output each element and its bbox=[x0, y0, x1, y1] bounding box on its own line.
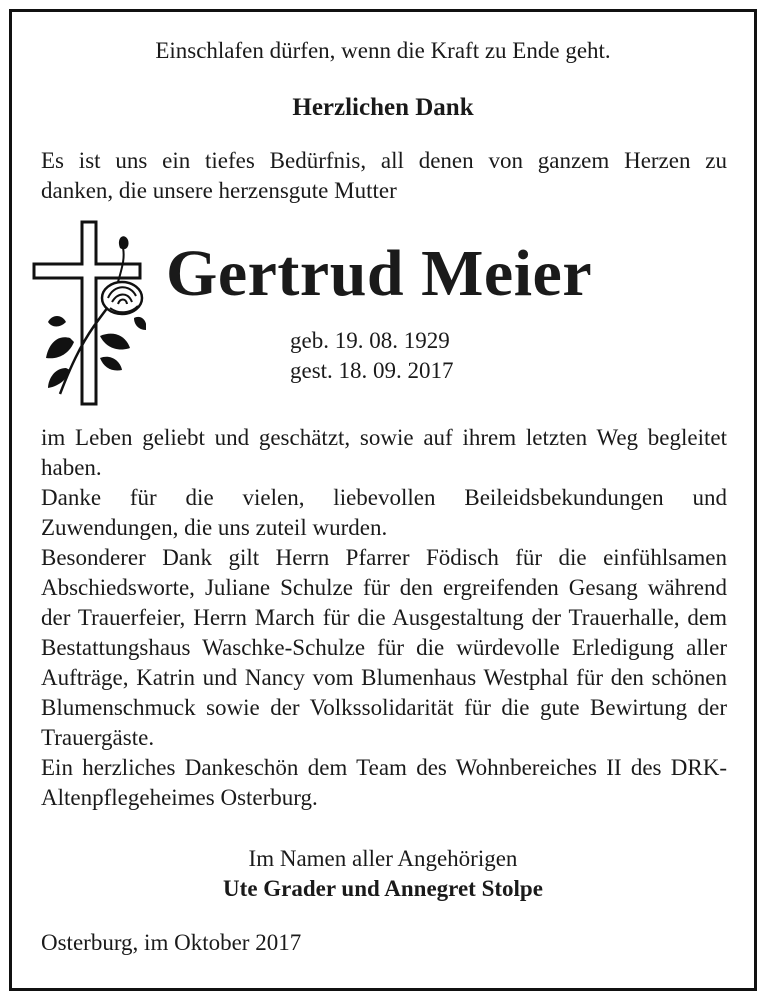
body-paragraph-1: im Leben geliebt und geschätzt, sowie auf ihrem letzten Weg begleitet haben. bbox=[41, 425, 727, 480]
body-paragraph-3: Besonderer Dank gilt Herrn Pfarrer Födisch für die einfühlsamen Abschiedsworte, Juliane Schulze für den ergreifenden Gesang während der Trauerfeier, Herrn March für die Ausgestaltung der Trauerhalle, dem Bestattungshaus Waschke-Schulze für die würdevolle Erledigung aller Aufträge, Katrin und Nancy vom Blumenhaus Westphal für den schönen Blumenschmuck sowie der Volkssolidarität für die gute Bewirtung der Trauergäste. bbox=[41, 545, 727, 750]
rose-bud bbox=[119, 236, 129, 249]
intro-line-2: danken, die unsere herzensgute Mutter bbox=[41, 178, 397, 203]
body-paragraph-2: Danke für die vielen, liebevollen Beileidsbekundungen und Zuwendungen, die uns zuteil wurden. bbox=[41, 485, 727, 540]
place-and-date: Osterburg, im Oktober 2017 bbox=[41, 930, 302, 955]
signers: Ute Grader und Annegret Stolpe bbox=[223, 876, 543, 901]
body-paragraph-4: Ein herzliches Dankeschön dem Team des Wohnbereiches II des DRK-Altenpflegeheimes Osterburg. bbox=[41, 755, 727, 810]
thanks-body bbox=[41, 423, 727, 813]
intro-text bbox=[41, 146, 727, 206]
closing-line: Im Namen aller Angehörigen bbox=[248, 846, 518, 871]
birth-date: geb. 19. 08. 1929 bbox=[290, 328, 450, 353]
heading: Herzlichen Dank bbox=[292, 94, 474, 121]
motto: Einschlafen dürfen, wenn die Kraft zu Ende geht. bbox=[155, 38, 611, 63]
death-date: gest. 18. 09. 2017 bbox=[290, 358, 454, 383]
life-dates bbox=[290, 326, 454, 386]
deceased-name: Gertrud Meier bbox=[166, 237, 593, 310]
cross-with-rose-icon bbox=[30, 218, 146, 410]
intro-line-1: Es ist uns ein tiefes Bedürfnis, all denen von ganzem Herzen zu bbox=[41, 148, 727, 173]
rose-blossom bbox=[102, 282, 142, 314]
